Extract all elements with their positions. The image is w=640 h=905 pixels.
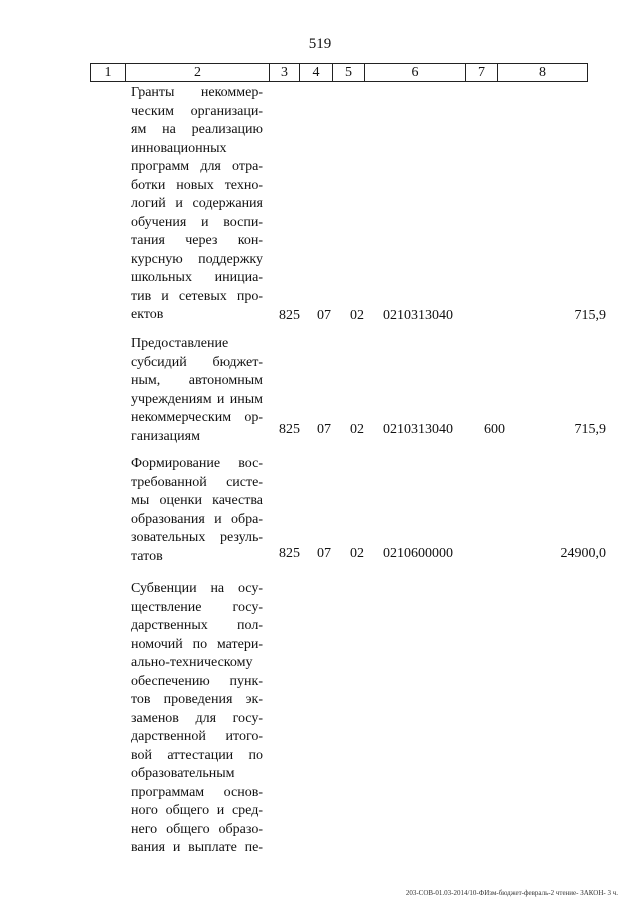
description-line: дарственной итого-: [131, 729, 263, 744]
header-col-5: 5: [333, 64, 365, 81]
description-line: ганизациям: [131, 428, 200, 444]
description-line: зовательных резуль-: [131, 530, 263, 545]
row-1-amount: 715,9: [574, 308, 606, 323]
description-line: заменов для госу-: [131, 710, 263, 726]
header-col-1: 1: [91, 64, 126, 81]
description-line: программам основ-: [131, 784, 263, 800]
row-3-target-code: 0210600000: [383, 546, 453, 561]
description-line: Гранты некоммер-: [131, 85, 263, 100]
header-col-6: 6: [365, 64, 466, 81]
row-2-amount: 715,9: [574, 422, 606, 437]
description-line: субсидий бюджет-: [131, 354, 263, 370]
page-number: 519: [308, 36, 332, 52]
row-4-description: [131, 580, 263, 858]
description-line: ным, автономным: [131, 373, 263, 388]
description-line: некоммерческим ор-: [131, 410, 263, 425]
description-line: номочий по матери-: [131, 636, 263, 652]
row-2-description: [131, 335, 263, 446]
header-col-7: 7: [466, 64, 498, 81]
description-line: ектов: [131, 307, 164, 322]
description-line: дарственных пол-: [131, 618, 263, 633]
description-line: ческим организаци-: [131, 103, 263, 119]
row-1-section-code: 07: [317, 308, 331, 323]
row-3-amount: 24900,0: [560, 546, 606, 561]
description-line: тания через кон-: [131, 233, 263, 248]
description-line: обучения и воспи-: [131, 214, 263, 230]
row-2-subsection-code: 02: [350, 422, 364, 437]
row-2-expense-type: 600: [484, 422, 505, 437]
row-1-subsection-code: 02: [350, 308, 364, 323]
description-line: обеспечению пунк-: [131, 673, 263, 689]
description-line: образования и обра-: [131, 511, 263, 527]
description-line: программ для отра-: [131, 159, 263, 174]
row-3-section-code: 07: [317, 546, 331, 561]
description-line: ного общего и сред-: [131, 803, 263, 818]
row-1-ministry-code: 825: [279, 308, 300, 323]
row-2-target-code: 0210313040: [383, 422, 453, 437]
description-line: Формирование вос-: [131, 456, 263, 471]
description-line: ботки новых техно-: [131, 177, 263, 193]
row-1-target-code: 0210313040: [383, 308, 453, 323]
row-3-ministry-code: 825: [279, 546, 300, 561]
description-line: Предоставление: [131, 336, 229, 351]
row-3-description: [131, 455, 263, 566]
header-col-4: 4: [300, 64, 333, 81]
row-2-section-code: 07: [317, 422, 331, 437]
description-line: него общего образо-: [131, 821, 263, 837]
row-1-description: [131, 84, 263, 325]
row-3-subsection-code: 02: [350, 546, 364, 561]
description-line: учреждениям и иным: [131, 391, 263, 407]
header-col-8: 8: [539, 65, 546, 80]
description-line: образовательным: [131, 766, 235, 781]
description-line: ществление госу-: [131, 599, 263, 615]
description-line: школьных инициа-: [131, 270, 263, 285]
table-header-row: [90, 63, 588, 82]
description-line: тов проведения эк-: [131, 692, 263, 707]
description-line: татов: [131, 548, 163, 564]
description-line: инновационных: [131, 140, 227, 156]
header-col-2: 2: [126, 64, 270, 81]
description-line: Субвенции на осу-: [131, 581, 263, 596]
document-footer: 203-СОВ-01.03-2014/10-ФИзм-бюджет-февраль-2 чтение- ЗАКОН- 3 ч.: [405, 889, 618, 897]
description-line: курсную поддержку: [131, 251, 263, 267]
description-line: мы оценки качества: [131, 493, 263, 508]
description-line: логий и содержания: [131, 196, 263, 211]
description-line: ально-техническому: [131, 655, 253, 670]
description-line: ям на реализацию: [131, 122, 263, 137]
row-2-ministry-code: 825: [279, 422, 300, 437]
description-line: вой аттестации по: [131, 747, 263, 763]
header-col-3: 3: [270, 64, 300, 81]
description-line: требованной систе-: [131, 474, 263, 490]
description-line: вания и выплате пе-: [131, 840, 263, 855]
description-line: тив и сетевых про-: [131, 288, 263, 304]
